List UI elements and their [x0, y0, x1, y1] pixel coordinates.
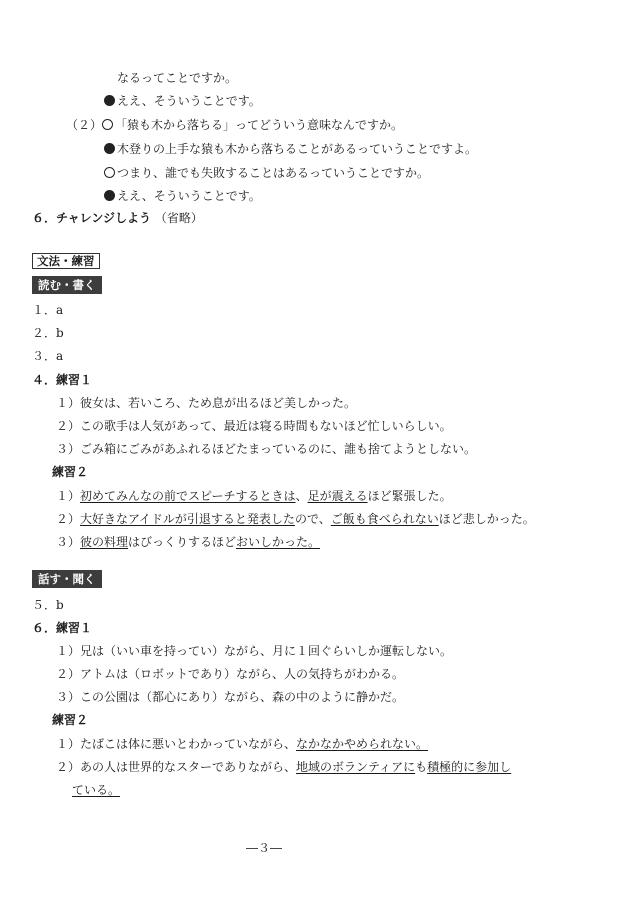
practice2-item-3: ３）彼の料理はびっくりするほどおいしかった。 — [56, 535, 321, 549]
dialogue-line-1: なるってことですか。 — [117, 71, 238, 85]
practice2-item-2: ２）あの人は世界的なスターでありながら、地域のボランティアにも積極的に参加し — [56, 760, 512, 774]
practice2-item-2: ２）大好きなアイドルが引退すると発表したので、ご飯も食べられないほど悲しかった。 — [56, 512, 535, 526]
practice2-heading: 練習２ — [52, 465, 89, 479]
answer-1: １．a — [32, 303, 64, 317]
speaker-hollow-circle-icon — [102, 119, 113, 130]
practice1-item-1: １）彼女は、若いころ、ため息が出るほど美しかった。 — [56, 396, 357, 410]
practice1-item-3: ３）この公園は（都心にあり）ながら、森の中のように静かだ。 — [56, 690, 405, 704]
dialogue-line-2: ええ、そういうことです。 — [104, 93, 261, 109]
speaker-filled-circle-icon — [104, 95, 115, 106]
exercise-6-heading: ６．練習１ — [32, 621, 93, 635]
speaker-filled-circle-icon — [104, 143, 115, 154]
grammar-practice-label: 文法・練習 — [32, 253, 100, 269]
practice2-heading: 練習２ — [52, 713, 89, 727]
dialogue-line-3: （２） 「猿も木から落ちる」ってどういう意味なんですか。 — [66, 118, 404, 132]
practice2-item-2-continued: ている。 — [72, 783, 121, 797]
practice2-item-1: １）たばこは体に悪いとわかっていながら、なかなかやめられない。 — [56, 737, 429, 751]
practice1-item-2: ２）この歌手は人気があって、最近は寝る時間もないほど忙しいらしい。 — [56, 419, 452, 433]
practice1-item-1: １）兄は（いい車を持ってい）ながら、月に１回ぐらいしか運転しない。 — [56, 644, 453, 658]
answer-2: ２．b — [32, 326, 64, 340]
answer-5: ５．b — [32, 598, 64, 612]
speaking-listening-bar: 話す・聞く — [32, 570, 102, 588]
dialogue-line-6: ええ、そういうことです。 — [104, 188, 261, 204]
exercise-4-heading: ４．練習１ — [32, 373, 93, 387]
practice2-item-1: １）初めてみんなの前でスピーチするときは、足が震えるほど緊張した。 — [56, 489, 452, 503]
page-number: ―３― — [246, 841, 283, 855]
practice1-item-2: ２）アトムは（ロボットであり）ながら、人の気持ちがわかる。 — [56, 667, 405, 681]
answer-3: ３．a — [32, 349, 64, 363]
speaker-filled-circle-icon — [104, 190, 115, 201]
dialogue-line-5: つまり、誰でも失敗することはあるっていうことですか。 — [104, 165, 429, 181]
reading-writing-bar: 読む・書く — [32, 276, 102, 294]
practice1-item-3: ３）ごみ箱にごみがあふれるほどたまっているのに、誰も捨てようとしない。 — [56, 442, 477, 456]
section-6-heading: ６．チャレンジしよう （省略） — [32, 211, 203, 225]
dialogue-line-4: 木登りの上手な猿も木から落ちることがあるっていうことですよ。 — [104, 141, 477, 157]
speaker-hollow-circle-icon — [104, 167, 115, 178]
